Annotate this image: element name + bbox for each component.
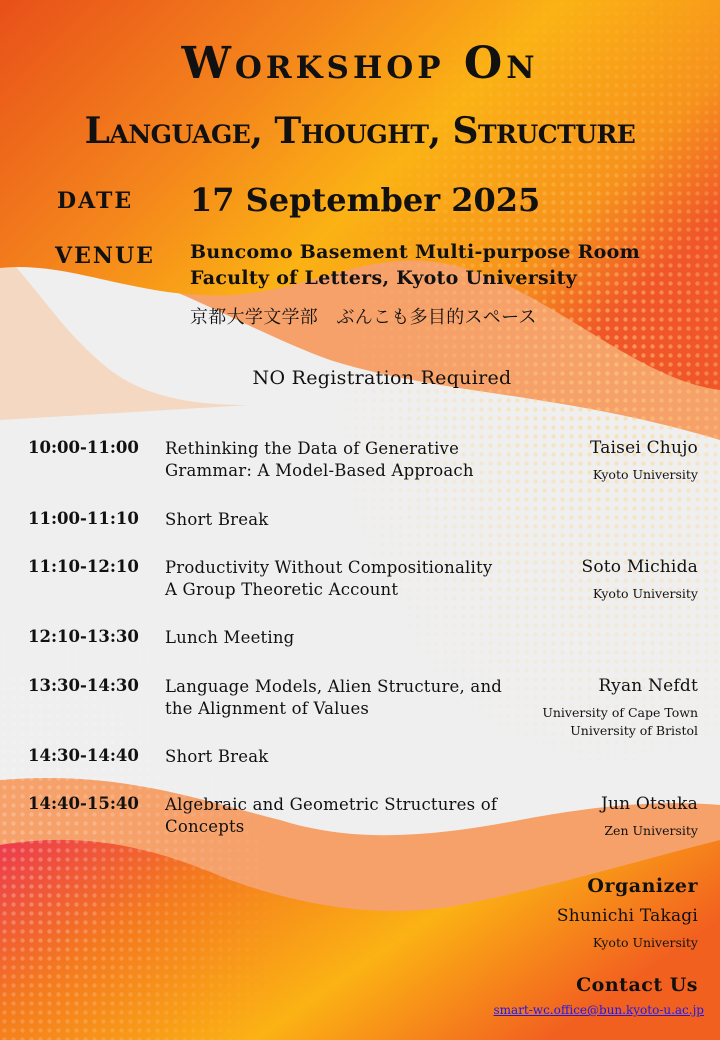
speaker-affiliation: University of Bristol (570, 723, 698, 738)
speaker-affiliation: Kyoto University (592, 586, 698, 601)
talk-title-line: Short Break (165, 747, 269, 766)
talk-title-line: Lunch Meeting (165, 628, 295, 647)
contact-email-link[interactable]: smart-wc.office@bun.kyoto-u.ac.jp (493, 1003, 704, 1017)
venue-line-1: Buncomo Basement Multi-purpose Room (190, 241, 641, 263)
organizer-name: Shunichi Takagi (556, 906, 698, 926)
speaker-affiliation: Kyoto University (592, 467, 698, 482)
title-line-1: Workshop On (181, 38, 539, 89)
date-value: 17 September 2025 (190, 181, 541, 219)
speaker-name: Soto Michida (581, 557, 698, 577)
date-label: DATE (57, 188, 134, 214)
speaker-affiliation: Zen University (604, 823, 698, 838)
schedule-time: 13:30-14:30 (28, 676, 139, 695)
talk-title-line: Language Models, Alien Structure, and (165, 677, 503, 696)
talk-title-line: Concepts (165, 817, 245, 836)
talk-title-line: the Alignment of Values (165, 699, 370, 718)
schedule-time: 10:00-11:00 (28, 438, 139, 457)
schedule-time: 11:10-12:10 (28, 557, 139, 576)
speaker-affiliation: University of Cape Town (542, 705, 698, 720)
talk-title-line: A Group Theoretic Account (165, 580, 399, 599)
speaker-name: Jun Otsuka (601, 794, 698, 814)
schedule-time: 14:40-15:40 (28, 794, 139, 813)
title-line-2: Language, Thought, Structure (84, 110, 636, 152)
talk-title-line: Algebraic and Geometric Structures of (165, 795, 498, 814)
talk-title-line: Short Break (165, 510, 269, 529)
venue-line-japanese: 京都大学文学部 ぶんこも多目的スペース (190, 307, 537, 328)
venue-line-2: Faculty of Letters, Kyoto University (190, 267, 577, 289)
speaker-name: Taisei Chujo (589, 438, 698, 458)
talk-title-line: Grammar: A Model-Based Approach (165, 461, 474, 480)
organizer-heading: Organizer (587, 875, 698, 897)
talk-title-line: Rethinking the Data of Generative (165, 439, 460, 458)
venue-label: VENUE (55, 243, 155, 269)
schedule-time: 12:10-13:30 (28, 627, 139, 646)
speaker-name: Ryan Nefdt (598, 676, 698, 696)
registration-note: NO Registration Required (252, 367, 512, 389)
talk-title-line: Productivity Without Compositionality (165, 558, 493, 577)
schedule-time: 11:00-11:10 (28, 509, 139, 528)
contact-heading: Contact Us (576, 974, 698, 996)
organizer-affiliation: Kyoto University (592, 935, 698, 950)
schedule-time: 14:30-14:40 (28, 746, 139, 765)
